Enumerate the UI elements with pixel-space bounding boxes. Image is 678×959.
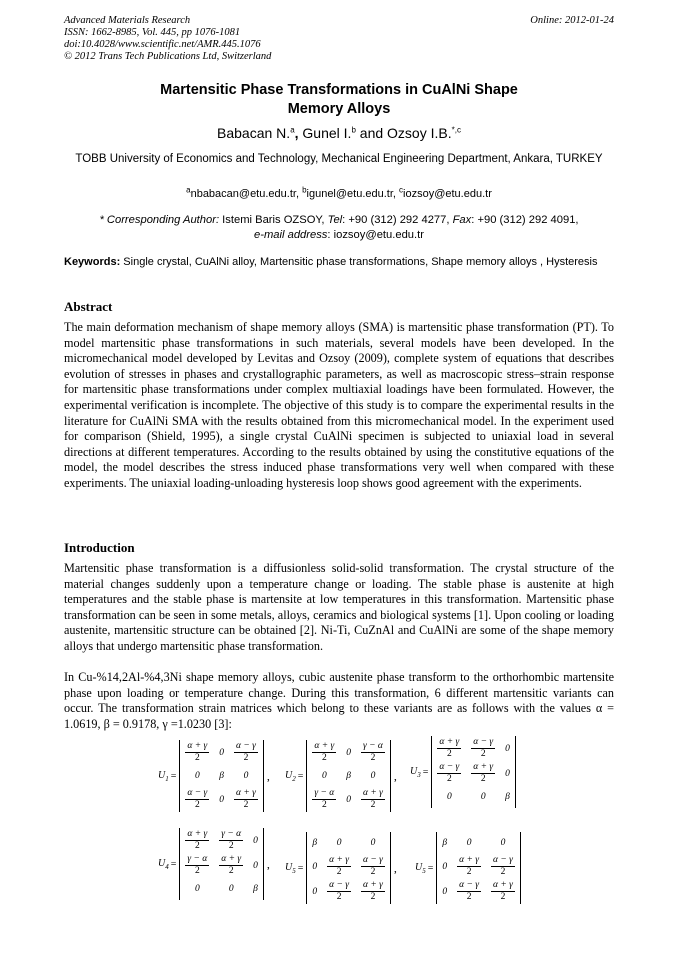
matrix-cell: $\frac{\alpha - \gamma}{2}$ bbox=[236, 741, 256, 763]
matrix-cell: 0 bbox=[370, 838, 376, 848]
matrix-cell: β bbox=[219, 771, 224, 781]
matrix-cell: $\frac{\alpha + \gamma}{2}$ bbox=[459, 855, 480, 877]
matrix-u6: $U_5$ = β 0 0 0 $\frac{\alpha + \gamma}{2}$ $\frac{\alpha - \gamma}{2}$ 0 $\frac{\alpha - \gamma}{2}$ $\frac{\alpha + \gamma}{2}$ bbox=[415, 832, 521, 904]
matrix-cell: $\frac{\gamma - \alpha}{2}$ bbox=[221, 829, 242, 851]
corresponding-name: Istemi Baris OZSOY, bbox=[219, 214, 328, 226]
matrix-label: $U_5$ bbox=[415, 861, 426, 875]
keywords bbox=[64, 255, 614, 269]
matrix-cell: 0 bbox=[442, 861, 448, 872]
matrix-cell: $\frac{\alpha + \gamma}{2}$ bbox=[439, 737, 460, 759]
matrix-u1: $U_1$ = $\frac{\alpha + \gamma}{2}$ 0 $\frac{\alpha - \gamma}{2}$ 0 β 0 $\frac{\alpha - \gamma}{2}$ 0 $\frac{\alpha + \gamma}{2}$ , bbox=[158, 741, 270, 810]
copyright: © 2012 Trans Tech Publications Ltd, Switzerland bbox=[64, 51, 272, 62]
matrix-label: $U_2$ bbox=[285, 769, 296, 783]
matrix-cell: $\frac{\alpha + \gamma}{2}$ bbox=[187, 829, 208, 851]
email-1[interactable]: nbabacan@etu.edu.tr, bbox=[190, 188, 299, 200]
matrix-cell: $\frac{\alpha - \gamma}{2}$ bbox=[363, 855, 383, 877]
online-date: Online: 2012-01-24 bbox=[530, 15, 614, 26]
matrix-cell: 0 bbox=[194, 771, 200, 781]
matrix-cell: $\frac{\alpha + \gamma}{2}$ bbox=[363, 788, 383, 810]
author-3-sup: *,c bbox=[451, 125, 461, 135]
introduction-heading: Introduction bbox=[64, 540, 135, 555]
matrix-cell: 0 bbox=[219, 747, 225, 758]
author-emails bbox=[64, 187, 614, 201]
fax-value: : +90 (312) 292 4091, bbox=[471, 214, 579, 226]
matrix-cell: 0 bbox=[466, 838, 472, 848]
author-1-sup: a bbox=[290, 125, 295, 135]
email-3-sup: c bbox=[399, 185, 404, 195]
matrix-label: $U_3$ bbox=[410, 765, 421, 779]
matrix-cell: $\frac{\gamma - \alpha}{2}$ bbox=[314, 788, 335, 810]
email-label: e-mail address bbox=[254, 229, 328, 241]
matrix-cell: 0 bbox=[312, 886, 318, 897]
tel-value: : +90 (312) 292 4277, bbox=[342, 214, 453, 226]
matrix-cell: $\frac{\alpha + \gamma}{2}$ bbox=[329, 855, 350, 877]
matrix-cell: 0 bbox=[370, 771, 376, 781]
matrix-cell: 0 bbox=[321, 771, 327, 781]
author-3: and Ozsoy I.B. bbox=[359, 125, 452, 141]
journal-name: Advanced Materials Research bbox=[64, 15, 191, 26]
title-line-1: Martensitic Phase Transformations in CuAlNi Shape bbox=[160, 82, 518, 98]
fax-label: Fax bbox=[452, 214, 472, 226]
matrix-cell: $\frac{\alpha - \gamma}{2}$ bbox=[439, 762, 460, 784]
matrix-u2: $U_2$ = $\frac{\alpha + \gamma}{2}$ 0 $\frac{\gamma - \alpha}{2}$ 0 β 0 $\frac{\gamma - \alpha}{2}$ 0 $\frac{\alpha + \gamma}{2}$ , bbox=[285, 741, 397, 810]
author-1: Babacan N. bbox=[217, 125, 291, 141]
matrix-cell: 0 bbox=[228, 884, 234, 894]
intro-paragraph-2: In Cu-%14,2Al-%4,3Ni shape memory alloys, cubic austenite phase transform to the orthorhombic martensite phase upon loading or temperature change. During this transformation, 6 different martensitic variants can occur. The transformation strain matrices which belong to these variants are as follows with the values α = 1.0619, β = 0.9178, γ =1.0230 [3]: bbox=[64, 670, 614, 731]
matrix-cell: β bbox=[442, 838, 448, 848]
author-2: Gunel I. bbox=[302, 125, 352, 141]
author-list: Babacan N.$^a$, Gunel I.$^b$ and Ozsoy I.B.$^{*,c}$ bbox=[217, 125, 461, 141]
matrix-cell: 0 bbox=[346, 794, 352, 805]
corresponding-label: * Corresponding Author: bbox=[99, 214, 220, 226]
matrix-body bbox=[431, 736, 516, 808]
matrix-cell: $\frac{\gamma - \alpha}{2}$ bbox=[187, 854, 208, 876]
paper-title bbox=[64, 81, 614, 119]
doi: doi:10.4028/www.scientific.net/AMR.445.1076 bbox=[64, 39, 261, 50]
affiliation: TOBB University of Economics and Technology, Mechanical Engineering Department, Ankara, TURKEY bbox=[75, 153, 603, 165]
matrix-label: $U_4$ bbox=[158, 857, 169, 871]
tel-label: Tel bbox=[327, 214, 343, 226]
matrix-cell: $\frac{\alpha + \gamma}{2}$ bbox=[493, 880, 513, 902]
matrix-cell: 0 bbox=[253, 860, 258, 871]
matrix-cell: $\frac{\alpha + \gamma}{2}$ bbox=[314, 741, 335, 763]
matrix-body bbox=[306, 832, 391, 904]
email-3[interactable]: iozsoy@etu.edu.tr bbox=[403, 188, 492, 200]
matrix-cell: 0 bbox=[480, 792, 486, 802]
matrix-cell: β bbox=[253, 884, 258, 894]
matrix-label: $U_5$ bbox=[285, 861, 296, 875]
matrix-label: $U_1$ bbox=[158, 769, 169, 783]
matrix-cell: $\frac{\alpha + \gamma}{2}$ bbox=[236, 788, 256, 810]
email-2-sup: b bbox=[302, 185, 307, 195]
matrix-body bbox=[306, 740, 391, 812]
matrix-cell: $\frac{\alpha + \gamma}{2}$ bbox=[187, 741, 208, 763]
matrix-cell: $\frac{\gamma - \alpha}{2}$ bbox=[363, 741, 383, 763]
matrix-cell: 0 bbox=[219, 794, 225, 805]
matrix-cell: 0 bbox=[505, 743, 510, 754]
matrix-cell: 0 bbox=[446, 792, 452, 802]
matrix-u4: $U_4$ = $\frac{\alpha + \gamma}{2}$ $\frac{\gamma - \alpha}{2}$ 0 $\frac{\gamma - \alpha}{2}$ $\frac{\alpha + \gamma}{2}$ 0 0 0 β , bbox=[158, 828, 270, 900]
email-1-sup: a bbox=[186, 185, 191, 195]
journal-header bbox=[64, 15, 271, 63]
matrix-cell: 0 bbox=[505, 768, 510, 779]
matrix-cell: 0 bbox=[336, 838, 342, 848]
matrix-cell: 0 bbox=[500, 838, 506, 848]
matrix-cell: 0 bbox=[312, 861, 318, 872]
matrix-cell: β bbox=[346, 771, 351, 781]
abstract-heading: Abstract bbox=[64, 299, 113, 314]
matrix-cell: $\frac{\alpha - \gamma}{2}$ bbox=[187, 788, 208, 810]
matrix-cell: $\frac{\alpha - \gamma}{2}$ bbox=[459, 880, 480, 902]
matrix-cell: $\frac{\alpha - \gamma}{2}$ bbox=[329, 880, 350, 902]
intro-paragraph-1: Martensitic phase transformation is a diffusionless solid-solid transformation. The crystal structure of the material changes suddenly upon a temperature change or loading. The stable phase is austenite at high temperatures and the stable phase is martensite at low temperatures in this transformation. Martensitic phase transformation can be seen in some metals, alloys, ceramics and biological systems [1]. Upon cooling or loading austenite, martensitic structure can be obtained [2]. Ni-Ti, CuZnAl and CuAlNi are some of the shape memory alloys that undergo martensitic phase transformation. bbox=[64, 561, 614, 653]
matrix-cell: $\frac{\alpha + \gamma}{2}$ bbox=[363, 880, 383, 902]
corresponding-email[interactable]: : iozsoy@etu.edu.tr bbox=[327, 229, 424, 241]
matrix-cell: $\frac{\alpha + \gamma}{2}$ bbox=[473, 762, 494, 784]
title-line-2: Memory Alloys bbox=[287, 101, 391, 117]
matrix-cell: 0 bbox=[194, 884, 200, 894]
corresponding-author bbox=[64, 213, 614, 243]
issn: ISSN: 1662-8985, Vol. 445, pp 1076-1081 bbox=[64, 27, 241, 38]
matrix-u3: $U_3$ = $\frac{\alpha + \gamma}{2}$ $\frac{\alpha - \gamma}{2}$ 0 $\frac{\alpha - \gamma}{2}$ $\frac{\alpha + \gamma}{2}$ 0 0 0 β bbox=[410, 736, 516, 808]
abstract-text: The main deformation mechanism of shape memory alloys (SMA) is martensitic phase transformation (PT). To model martensitic phase transformations in such materials, several models have been developed. In the micromechanical model developed by Levitas and Ozsoy (2009), complete system of equations that describes evolution of stresses in phases and crystallographic parameters, as well as macroscopic stress–strain response for martensitic phase transformations under complex multiaxial loadings have been formulated. However, the experimental verification is incomplete. The objective of this study is to compare the experimental results in the literature for CuAlNi SMA with the results obtained from this micromechanical model. In the experiment used for comparison (Shield, 1995), a single crystal CuAlNi specimen is subjected to uniaxial load in several directions at different temperatures. According to the results obtained by using the constitutive equations of the model, the model describes the stress induced phase transformations very well when compared with these experiments. The uniaxial loading-unloading hysteresis loop shows good agreement with the experiments. bbox=[64, 320, 614, 490]
matrix-cell: $\frac{\alpha - \gamma}{2}$ bbox=[493, 855, 513, 877]
matrix-cell: 0 bbox=[346, 747, 352, 758]
matrix-cell: 0 bbox=[442, 886, 448, 897]
matrix-cell: 0 bbox=[243, 771, 249, 781]
email-2[interactable]: igunel@etu.edu.tr, bbox=[306, 188, 396, 200]
keywords-label: Keywords: bbox=[64, 256, 121, 268]
matrix-body bbox=[436, 832, 521, 904]
matrix-cell: $\frac{\alpha + \gamma}{2}$ bbox=[221, 854, 242, 876]
matrix-u5: $U_5$ = β 0 0 0 $\frac{\alpha + \gamma}{2}$ $\frac{\alpha - \gamma}{2}$ 0 $\frac{\alpha - \gamma}{2}$ $\frac{\alpha + \gamma}{2}$ , bbox=[285, 832, 397, 904]
keywords-text: Single crystal, CuAlNi alloy, Martensitic phase transformations, Shape memory alloys , Hysteresis bbox=[120, 256, 598, 268]
author-2-sup: b bbox=[351, 125, 356, 135]
matrix-body bbox=[179, 740, 264, 812]
matrix-cell: β bbox=[312, 838, 318, 848]
matrix-cell: 0 bbox=[253, 835, 258, 846]
matrix-cell: $\frac{\alpha - \gamma}{2}$ bbox=[473, 737, 494, 759]
matrix-body bbox=[179, 828, 264, 900]
matrix-cell: β bbox=[505, 792, 510, 802]
